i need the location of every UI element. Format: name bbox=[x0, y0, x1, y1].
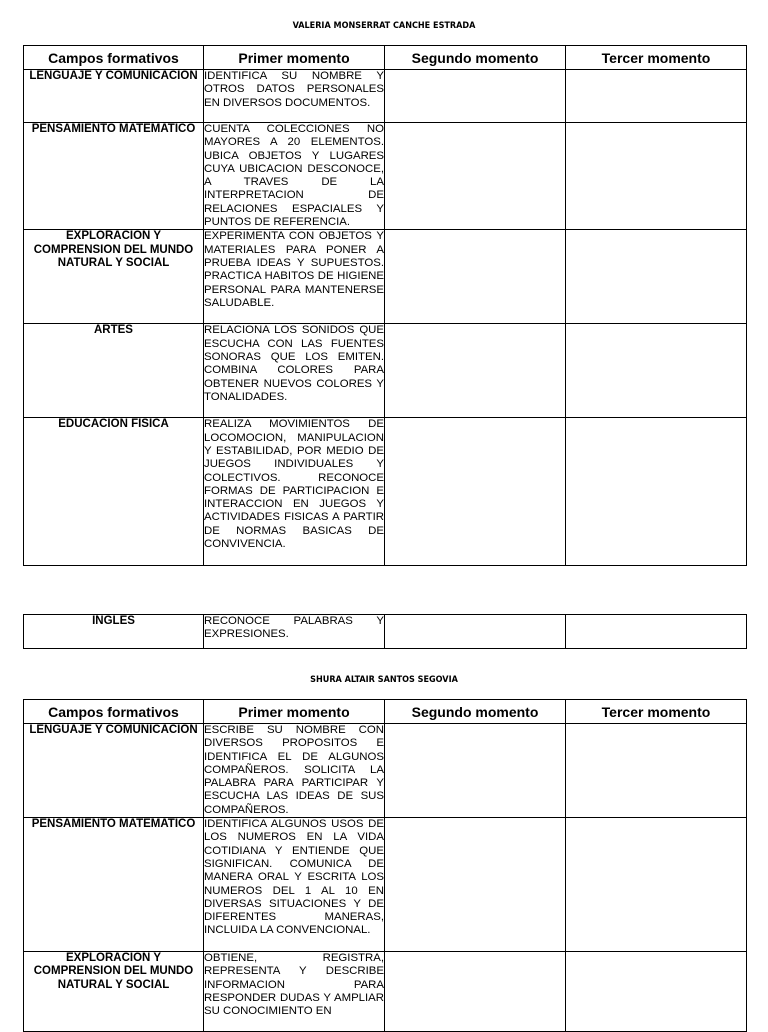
field-name: LENGUAJE Y COMUNICACIÓN bbox=[24, 70, 204, 123]
table-row bbox=[24, 324, 747, 418]
primer-momento-cell: RELACIONA LOS SONIDOS QUE ESCUCHA CON LAS FUENTES SONORAS QUE LOS EMITEN. COMBINA COLORES PARA OBTENER NUEVOS COLORES Y TONALIDADES. bbox=[204, 324, 385, 418]
header-segundo: Segundo momento bbox=[385, 46, 566, 70]
field-name: PENSAMIENTO MATEMATICO bbox=[24, 818, 204, 952]
segundo-momento-cell bbox=[385, 123, 566, 230]
segundo-momento-cell bbox=[385, 952, 566, 1032]
student-name: SHURA ALTAIR SANTOS SEGOVIA bbox=[310, 675, 458, 685]
extra-subject-table bbox=[23, 614, 747, 649]
field-name: ARTES bbox=[24, 324, 204, 418]
field-name: EXPLORACION Y COMPRENSION DEL MUNDO NATURAL Y SOCIAL bbox=[24, 952, 204, 1032]
tercer-momento-cell bbox=[566, 818, 747, 952]
tercer-momento-cell bbox=[566, 615, 747, 649]
header-segundo: Segundo momento bbox=[385, 700, 566, 724]
segundo-momento-cell bbox=[385, 70, 566, 123]
header-campos: Campos formativos bbox=[24, 700, 204, 724]
header-campos: Campos formativos bbox=[24, 46, 204, 70]
primer-momento-cell: IDENTIFICA SU NOMBRE Y OTROS DATOS PERSONALES EN DIVERSOS DOCUMENTOS. bbox=[204, 70, 385, 123]
header-tercer: Tercer momento bbox=[566, 700, 747, 724]
header-tercer: Tercer momento bbox=[566, 46, 747, 70]
table-row bbox=[24, 418, 747, 566]
field-name: INGLES bbox=[24, 615, 204, 649]
evaluation-table bbox=[23, 45, 747, 566]
primer-momento-cell: CUENTA COLECCIONES NO MAYORES A 20 ELEMENTOS. UBICA OBJETOS Y LUGARES CUYA UBICACION DESCONOCE, A TRAVES DE LA INTERPRETACION DE RELACIONES ESPACIALES Y PUNTOS DE REFERENCIA. bbox=[204, 123, 384, 229]
table-row bbox=[24, 818, 747, 952]
table-row bbox=[24, 70, 747, 123]
primer-momento-cell: ESCRIBE SU NOMBRE CON DIVERSOS PROPOSITOS E IDENTIFICA EL DE ALGUNOS COMPAÑEROS. SOLICITA LA PALABRA PARA PARTICIPAR Y ESCUCHA LAS IDEAS DE SUS COMPAÑEROS. bbox=[204, 724, 384, 816]
tercer-momento-cell bbox=[566, 952, 747, 1032]
primer-momento-cell: OBTIENE, REGISTRA, REPRESENTA Y DESCRIBE INFORMACION PARA RESPONDER DUDAS Y AMPLIAR SU CONOCIMIENTO EN bbox=[204, 952, 385, 1032]
header-row bbox=[24, 46, 747, 70]
table-row bbox=[24, 123, 747, 230]
primer-momento-cell: RECONOCE PALABRAS Y EXPRESIONES. bbox=[204, 615, 385, 649]
table-row bbox=[24, 230, 747, 324]
primer-momento-cell: EXPERIMENTA CON OBJETOS Y MATERIALES PARA PONER A PRUEBA IDEAS Y SUPUESTOS. PRACTICA HABITOS DE HIGIENE PERSONAL PARA MANTENERSE SALUDABLE. bbox=[204, 230, 385, 324]
tercer-momento-cell bbox=[566, 70, 747, 123]
tercer-momento-cell bbox=[566, 230, 747, 324]
tercer-momento-cell bbox=[566, 123, 747, 230]
segundo-momento-cell bbox=[385, 818, 566, 952]
student-name: VALERIA MONSERRAT CANCHE ESTRADA bbox=[292, 21, 476, 31]
tercer-momento-cell bbox=[566, 324, 747, 418]
segundo-momento-cell bbox=[385, 230, 566, 324]
field-name: PENSAMIENTO MATEMATICO bbox=[24, 123, 204, 230]
field-name: EXPLORACION Y COMPRENSION DEL MUNDO NATURAL Y SOCIAL bbox=[24, 230, 204, 324]
table-row bbox=[24, 724, 747, 818]
header-primer: Primer momento bbox=[204, 700, 385, 724]
tercer-momento-cell bbox=[566, 418, 747, 566]
segundo-momento-cell bbox=[385, 324, 566, 418]
field-name: EDUCACION FISICA bbox=[24, 418, 204, 566]
segundo-momento-cell bbox=[385, 724, 566, 818]
header-row bbox=[24, 700, 747, 724]
primer-momento-cell: REALIZA MOVIMIENTOS DE LOCOMOCION, MANIPULACION Y ESTABILIDAD, POR MEDIO DE JUEGOS INDIVIDUALES Y COLECTIVOS. RECONOCE FORMAS DE PARTICIPACION E INTERACCION EN JUEGOS Y ACTIVIDADES FISICAS A PARTIR DE NORMAS BASICAS DE CONVIVENCIA. bbox=[204, 418, 385, 566]
segundo-momento-cell bbox=[385, 615, 566, 649]
tercer-momento-cell bbox=[566, 724, 747, 818]
evaluation-table bbox=[23, 699, 747, 1032]
table-row bbox=[24, 952, 747, 1032]
field-name: LENGUAJE Y COMUNICACIÓN bbox=[24, 724, 204, 818]
segundo-momento-cell bbox=[385, 418, 566, 566]
header-primer: Primer momento bbox=[204, 46, 385, 70]
primer-momento-cell: IDENTIFICA ALGUNOS USOS DE LOS NUMEROS EN LA VIDA COTIDIANA Y ENTIENDE QUE SIGNIFICAN. COMUNICA DE MANERA ORAL Y ESCRITA LOS NUMEROS DEL 1 AL 10 EN DIVERSAS SITUACIONES Y DE DIFERENTES MANERAS, INCLUIDA LA CONVENCIONAL. bbox=[204, 818, 385, 952]
table-row bbox=[24, 615, 747, 649]
